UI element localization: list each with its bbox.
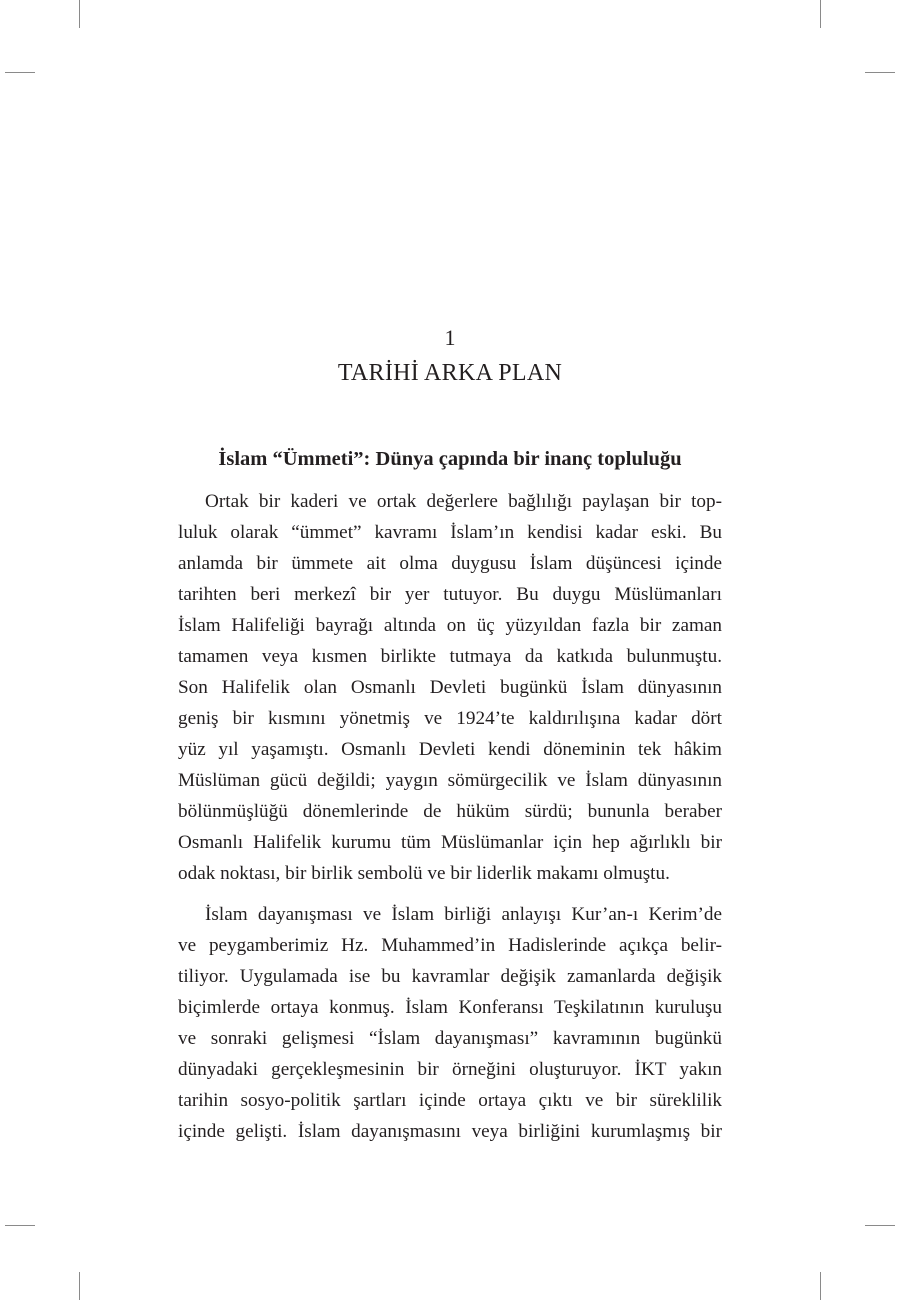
- paragraph-line: Osmanlı Halifelik kurumu tüm Müslümanlar için hep ağırlıklı bir: [178, 832, 722, 853]
- paragraph-gap: [178, 889, 722, 899]
- paragraph-line: biçimlerde ortaya konmuş. İslam Konferansı Teşkilatının kuruluşu: [178, 997, 722, 1018]
- paragraph: [178, 486, 722, 889]
- crop-mark-bottom-right: [820, 1272, 821, 1300]
- crop-mark-right-bottom: [865, 1225, 895, 1226]
- section-heading: İslam “Ümmeti”: Dünya çapında bir inanç topluluğu: [218, 448, 682, 470]
- paragraph-line: dünyadaki gerçekleşmesinin bir örneğini oluşturuyor. İKT yakın: [178, 1059, 722, 1080]
- paragraph-line: İslam Halifeliği bayrağı altında on üç yüzyıldan fazla bir zaman: [178, 615, 722, 636]
- paragraph-line: odak noktası, bir birlik sembolü ve bir liderlik makamı olmuştu.: [178, 863, 670, 884]
- paragraph-line: ve peygamberimiz Hz. Muhammed’in Hadislerinde açıkça belir-: [178, 935, 722, 956]
- crop-mark-top-right: [820, 0, 821, 28]
- crop-mark-bottom-left: [79, 1272, 80, 1300]
- crop-mark-left-top: [5, 72, 35, 73]
- paragraph-line: tiliyor. Uygulamada ise bu kavramlar değişik zamanlarda değişik: [178, 966, 722, 987]
- crop-mark-right-top: [865, 72, 895, 73]
- crop-mark-top-left: [79, 0, 80, 28]
- paragraph-line: luluk olarak “ümmet” kavramı İslam’ın kendisi kadar eski. Bu: [178, 522, 722, 543]
- paragraph-line: Ortak bir kaderi ve ortak değerlere bağlılığı paylaşan bir top-: [205, 491, 722, 512]
- paragraph-line: Müslüman gücü değildi; yaygın sömürgecilik ve İslam dünyasının: [178, 770, 722, 791]
- paragraph-line: tamamen veya kısmen birlikte tutmaya da katkıda bulunmuştu.: [178, 646, 722, 667]
- body-text: [178, 486, 722, 1147]
- paragraph-line: yüz yıl yaşamıştı. Osmanlı Devleti kendi döneminin tek hâkim: [178, 739, 722, 760]
- paragraph-line: tarihten beri merkezî bir yer tutuyor. Bu duygu Müslümanları: [178, 584, 722, 605]
- chapter-number: 1: [444, 325, 456, 350]
- paragraph: [178, 899, 722, 1147]
- paragraph-line: tarihin sosyo-politik şartları içinde ortaya çıktı ve bir süreklilik: [178, 1090, 722, 1111]
- paragraph-line: geniş bir kısmını yönetmiş ve 1924’te kaldırılışına kadar dört: [178, 708, 722, 729]
- paragraph-line: bölünmüşlüğü dönemlerinde de hüküm sürdü; bununla beraber: [178, 801, 722, 822]
- paragraph-line: ve sonraki gelişmesi “İslam dayanışması” kavramının bugünkü: [178, 1028, 722, 1049]
- crop-mark-left-bottom: [5, 1225, 35, 1226]
- paragraph-line: Son Halifelik olan Osmanlı Devleti bugünkü İslam dünyasının: [178, 677, 722, 698]
- paragraph-line: anlamda bir ümmete ait olma duygusu İslam düşüncesi içinde: [178, 553, 722, 574]
- paragraph-line: içinde gelişti. İslam dayanışmasını veya birliğini kurumlaşmış bir: [178, 1121, 722, 1142]
- paragraph-line: İslam dayanışması ve İslam birliği anlayışı Kur’an-ı Kerim’de: [205, 904, 722, 925]
- chapter-title: TARİHİ ARKA PLAN: [337, 360, 563, 386]
